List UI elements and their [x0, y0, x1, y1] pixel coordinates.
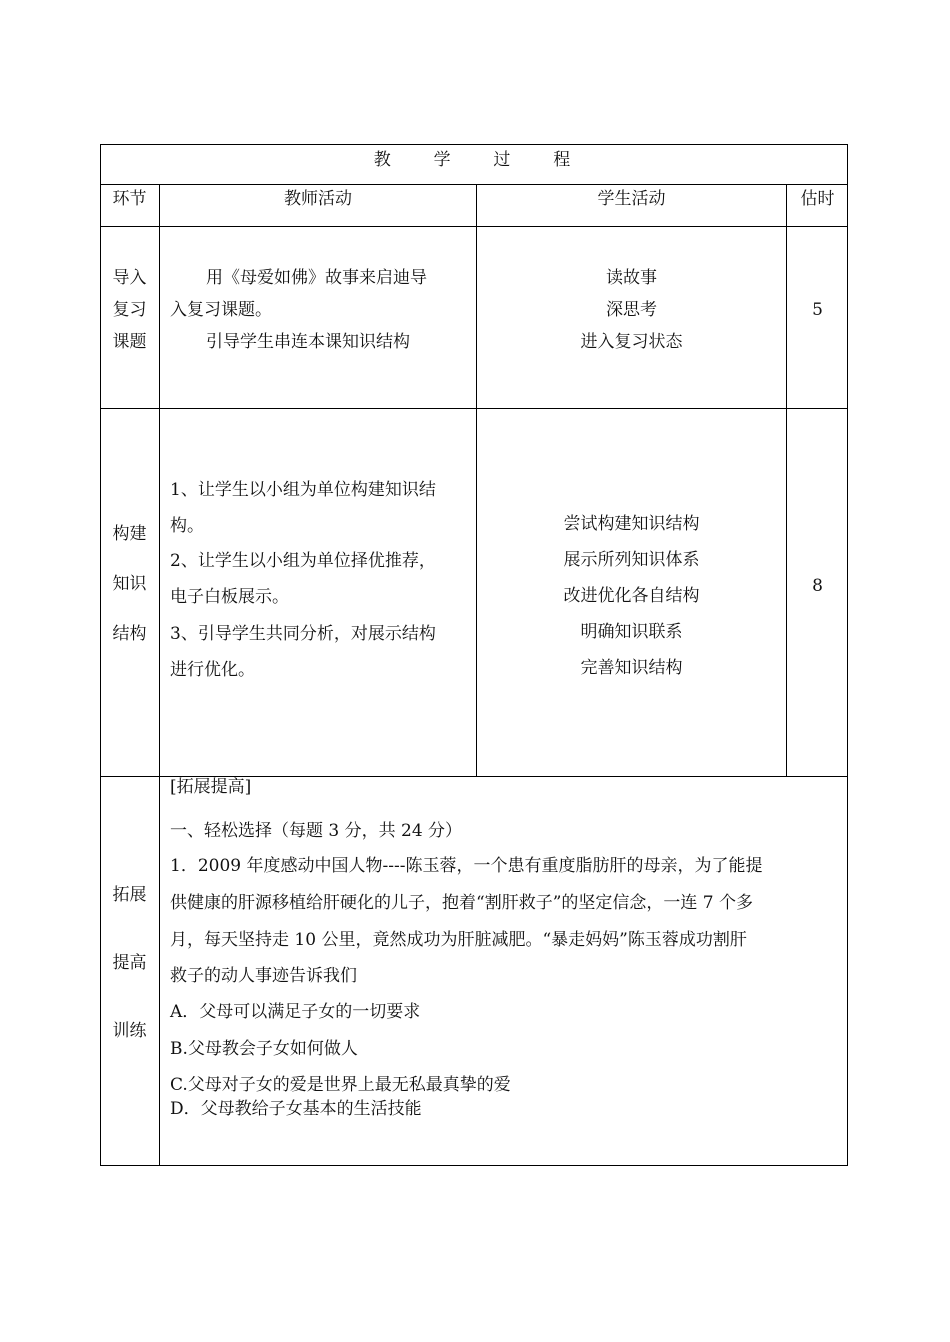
option-b: B.父母教会子女如何做人: [170, 1039, 358, 1059]
option-d: D．父母教给子女基本的生活技能: [170, 1099, 422, 1119]
question-line: 供健康的肝源移植给肝硬化的儿子，抱着“割肝救子”的坚定信念，一连 7 个多: [170, 893, 754, 913]
row-divider: [100, 226, 848, 227]
row2-section: [100, 526, 159, 676]
row1-time: 5: [812, 300, 823, 320]
section-line: 结构: [112, 624, 147, 644]
question-line: 1．2009 年度感动中国人物----陈玉蓉，一个患有重度脂肪肝的母亲，为了能提: [170, 856, 763, 876]
table-title: 教 学 过 程: [373, 150, 575, 170]
row2-teacher-line: 电子白板展示。: [170, 587, 289, 607]
row2-teacher-line: 构。: [170, 516, 204, 536]
row2-student: [477, 516, 786, 696]
section-line: 构建: [112, 524, 147, 544]
row1-teacher-line: 用《母爱如佛》故事来启迪导: [206, 268, 427, 288]
student-line: 展示所列知识体系: [563, 550, 700, 570]
section-line: 拓展: [112, 885, 147, 905]
header-section: 环节: [112, 189, 147, 209]
student-line: 尝试构建知识结构: [563, 514, 700, 534]
row2-teacher-line: 3、引导学生共同分析，对展示结构: [170, 624, 436, 644]
header-student: 学生活动: [597, 189, 666, 209]
row1-teacher-line: 入复习课题。: [170, 300, 272, 320]
row3-section: [100, 887, 159, 1091]
option-a: A．父母可以满足子女的一切要求: [170, 1002, 421, 1022]
question-line: 救子的动人事迹告诉我们: [170, 966, 357, 986]
student-line: 读故事: [606, 268, 657, 288]
option-c: C.父母对子女的爱是世界上最无私最真挚的爱: [170, 1075, 511, 1095]
section-line: 训练: [112, 1021, 147, 1041]
row-divider: [100, 184, 848, 185]
row2-teacher-line: 1、让学生以小组为单位构建知识结: [170, 480, 436, 500]
column-divider: [159, 184, 160, 1166]
section-line: 复习: [112, 300, 147, 320]
student-line: 进入复习状态: [580, 332, 683, 352]
column-divider: [786, 184, 787, 777]
row2-time: 8: [812, 576, 823, 596]
section-line: 导入: [112, 268, 147, 288]
student-line: 深思考: [606, 300, 657, 320]
section-line: 知识: [112, 574, 147, 594]
row2-teacher-line: 进行优化。: [170, 660, 255, 680]
row1-section: [100, 270, 159, 366]
section-line: 课题: [112, 332, 147, 352]
header-time: 估时: [800, 189, 835, 209]
row-divider: [100, 408, 848, 409]
question-line: 月，每天坚持走 10 公里，竟然成功为肝脏减肥。“暴走妈妈”陈玉蓉成功割肝: [170, 930, 747, 950]
student-line: 改进优化各自结构: [563, 586, 700, 606]
student-line: 明确知识联系: [580, 622, 683, 642]
header-teacher: 教师活动: [284, 189, 352, 209]
extension-subheading: 一、轻松选择（每题 3 分，共 24 分）: [170, 821, 463, 841]
extension-heading: [拓展提高]: [170, 777, 252, 797]
student-line: 完善知识结构: [580, 658, 683, 678]
section-line: 提高: [112, 953, 147, 973]
row1-student: [477, 270, 786, 366]
row2-teacher-line: 2、让学生以小组为单位择优推荐，: [170, 551, 436, 571]
row1-teacher-line: 引导学生串连本课知识结构: [206, 332, 410, 352]
